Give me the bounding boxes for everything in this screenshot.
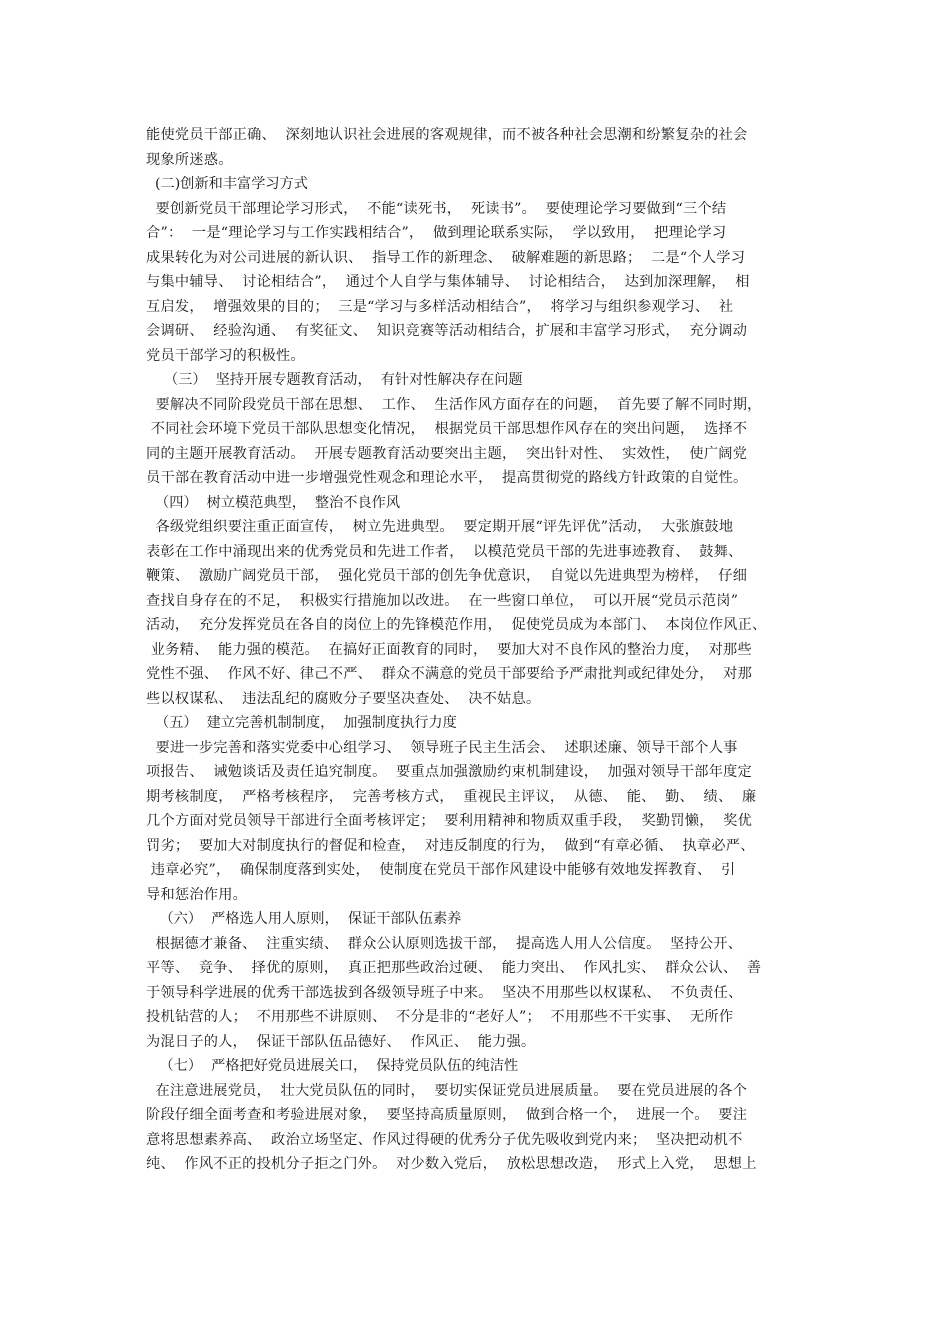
section-heading: (二)创新和丰富学习方式 <box>146 176 308 192</box>
text-line: 意将思想素养高、 政治立场坚定、作风过得硬的优秀分子优先吸收到党内来； 坚决把动机不 <box>146 1131 743 1148</box>
text-line: 党性不强、 作风不好、律己不严、 群众不满意的党员干部要给予严肃批判或纪律处分， 对那 <box>146 666 753 682</box>
text-line: 能使党员干部正确、 深刻地认识社会进展的客观规律，而不被各种社会思潮和纷繁复杂的社会 <box>146 127 748 143</box>
text-line: 党员干部学习的积极性。 <box>146 347 305 364</box>
text-line: 要解决不同阶段党员干部在思想、 工作、 生活作风方面存在的问题， 首先要了解不同时期， <box>146 396 762 413</box>
text-line: 鞭策、 激励广阔党员干部， 强化党员干部的创先争优意识， 自觉以先进典型为榜样， 仔细 <box>146 568 748 584</box>
section-heading: （六） 严格选人用人原则， 保证干部队伍素养 <box>146 911 462 927</box>
text-line: 与集中辅导、 讨论相结合”， 通过个人自学与集体辅导、 讨论相结合， 达到加深理解， 相 <box>146 274 750 290</box>
text-line: 期考核制度， 严格考核程序， 完善考核方式， 重视民主评议， 从德、 能、 勤、 绩、 廉 <box>146 788 757 805</box>
text-line: 表彰在工作中涌现出来的优秀党员和先进工作者， 以模范党员干部的先进事迹教育、 鼓舞、 <box>146 543 743 560</box>
text-line: 导和惩治作用。 <box>146 886 248 903</box>
text-line: 为混日子的人， 保证干部队伍品德好、 作风正、 能力强。 <box>146 1033 536 1050</box>
text-line: 几个方面对党员领导干部进行全面考核评定； 要利用精神和物质双重手段， 奖勤罚懒， 奖优 <box>146 813 753 829</box>
text-line: 业务精、 能力强的模范。 在搞好正面教育的同时， 要加大对不良作风的整治力度， 对那些 <box>146 641 752 658</box>
section-heading: （五） 建立完善机制制度， 加强制度执行力度 <box>146 715 457 731</box>
text-line: 于领导科学进展的优秀干部选拔到各级领导班子中来。 坚决不用那些以权谋私、 不负责任、 <box>146 984 743 1001</box>
text-line: 项报告、 诫勉谈话及责任追究制度。 要重点加强激励约束机制建设， 加强对领导干部年度定 <box>146 764 753 780</box>
text-line: 根据德才兼备、 注重实绩、 群众公认原则选拔干部， 提高选人用人公信度。 坚持公开、 <box>146 935 743 952</box>
text-line: 纯、 作风不正的投机分子拒之门外。 对少数入党后， 放松思想改造， 形式上入党， 思想上 <box>146 1156 757 1172</box>
text-line: 员干部在教育活动中进一步增强党性观念和理论水平， 提高贯彻党的路线方针政策的自觉性。 <box>146 470 748 486</box>
text-line: 互启发， 增强效果的目的； 三是“学习与多样活动相结合”， 将学习与组织参观学习、 社 <box>146 298 734 315</box>
text-line: 现象所迷惑。 <box>146 151 233 168</box>
text-line: 在注意进展党员， 壮大党员队伍的同时， 要切实保证党员进展质量。 要在党员进展的各个 <box>146 1082 748 1099</box>
text-line: 合”： 一是“理论学习与工作实践相结合”， 做到理论联系实际， 学以致用， 把理论学习 <box>146 225 727 241</box>
text-line: 活动， 充分发挥党员在各自的岗位上的先锋模范作用， 促使党员成为本部门、 本岗位作风正、 <box>146 617 767 633</box>
text-line: 平等、 竞争、 择优的原则， 真正把那些政治过硬、 能力突出、 作风扎实、 群众公认、 善 <box>146 960 762 976</box>
text-line: 会调研、 经验沟通、 有奖征文、 知识竞赛等活动相结合，扩展和丰富学习形式， 充分调动 <box>146 323 748 339</box>
text-line: 同的主题开展教育活动。 开展专题教育活动要突出主题， 突出针对性、 实效性， 使广阔党 <box>146 445 748 462</box>
text-line: 要创新党员干部理论学习形式， 不能“读死书， 死读书”。 要使理论学习要做到“三个结 <box>146 200 727 217</box>
text-line: 些以权谋私、 违法乱纪的腐败分子要坚决查处、 决不姑息。 <box>146 690 541 707</box>
text-line: 成果转化为对公司进展的新认识、 指导工作的新理念、 破解难题的新思路； 二是“个人学习 <box>146 249 746 266</box>
text-line: 阶段仔细全面考查和考验进展对象， 要坚持高质量原则， 做到合格一个， 进展一个。 要注 <box>146 1107 748 1123</box>
section-heading: （七） 严格把好党员进展关口， 保持党员队伍的纯洁性 <box>146 1058 519 1074</box>
text-line: 要进一步完善和落实党委中心组学习、 领导班子民主生活会、 述职述廉、领导干部个人事 <box>146 739 738 756</box>
text-line: 不同社会环境下党员干部队思想变化情况， 根据党员干部思想作风存在的突出问题， 选择不 <box>146 421 748 437</box>
text-line: 各级党组织要注重正面宣传， 树立先进典型。 要定期开展“评先评优”活动， 大张旗鼓地 <box>146 519 734 535</box>
text-line: 查找自身存在的不足， 积极实行措施加以改进。 在一些窗口单位， 可以开展“党员示范岗” <box>146 592 739 609</box>
document-body <box>146 123 818 1177</box>
text-line: 投机钻营的人； 不用那些不讲原则、 不分是非的“老好人”； 不用那些不干实事、 无所作 <box>146 1009 734 1025</box>
text-line: 违章必究”， 确保制度落到实处， 使制度在党员干部作风建设中能够有效地发挥教育、 引 <box>146 862 736 878</box>
section-heading: （三） 坚持开展专题教育活动， 有针对性解决存在问题 <box>146 372 523 388</box>
text-line: 罚劣； 要加大对制度执行的督促和检查， 对违反制度的行为， 做到“有章必循、 执章必严、 <box>146 837 755 854</box>
section-heading: （四） 树立模范典型， 整治不良作风 <box>146 494 401 511</box>
